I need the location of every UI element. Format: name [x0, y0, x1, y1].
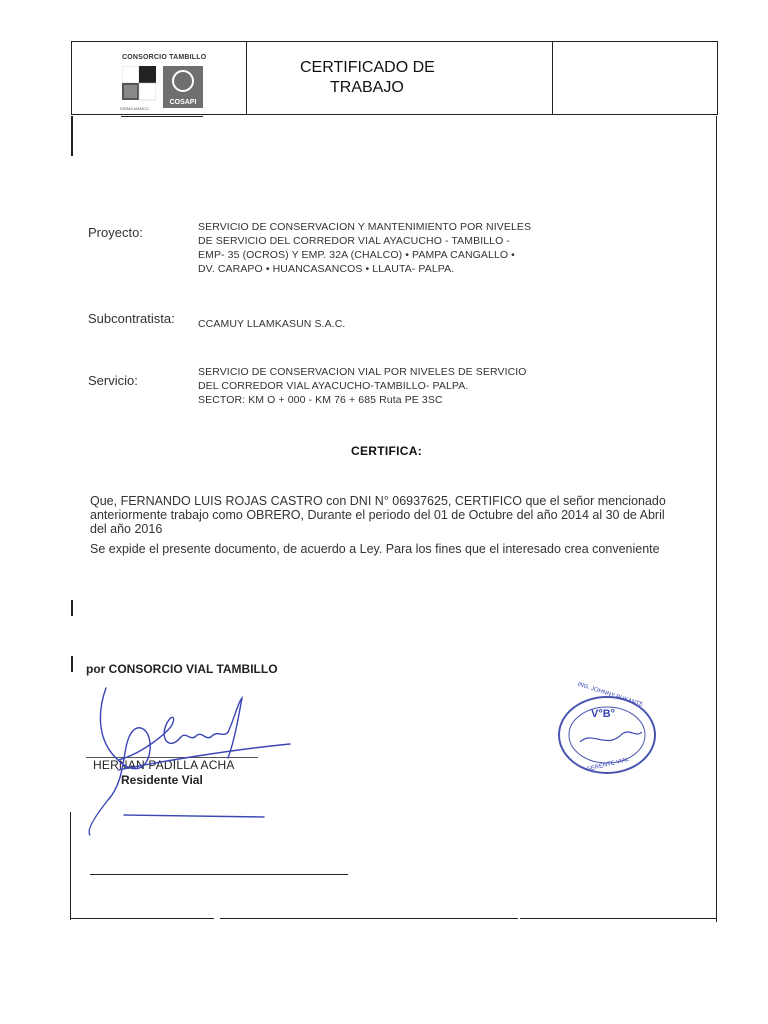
servicio-label: Servicio: — [88, 373, 138, 388]
consorcio-logo-icon — [122, 66, 156, 106]
body-line-2: anteriormente trabajo como OBRERO, Durante el periodo del 01 de Octubre del año 2014 al 30 de Abril — [90, 508, 665, 522]
servicio-line: SERVICIO DE CONSERVACION VIAL POR NIVELES DE SERVICIO — [198, 366, 527, 378]
header-divider — [552, 42, 553, 114]
cosapi-text: COSAPI — [169, 99, 197, 106]
stamp-top-text: ING. JOHNNY BUKANTE — [576, 681, 644, 709]
document-title — [300, 58, 435, 98]
certificate-body — [90, 494, 710, 556]
body-line-3: del año 2016 — [90, 522, 163, 536]
servicio-line: SECTOR: KM O + 000 - KM 76 + 685 Ruta PE 3SC — [198, 394, 443, 406]
proyecto-label: Proyecto: — [88, 225, 143, 240]
frame-bottom-3 — [520, 918, 717, 919]
servicio-line: DEL CORREDOR VIAL AYACUCHO-TAMBILLO- PALPA. — [198, 380, 469, 392]
frame-bottom-1 — [70, 918, 214, 919]
signer-role: Residente Vial — [121, 773, 203, 787]
logo-sub-text: SIGMA MANCO — [120, 106, 149, 111]
stamp-bottom-text: GERENTE VIAL — [585, 756, 630, 774]
servicio-value — [198, 365, 527, 407]
body-line-4: Se expide el presente documento, de acuerdo a Ley. Para los fines que el interesado crea conveniente — [90, 542, 660, 556]
proyecto-line: EMP- 35 (OCROS) Y EMP. 32A (CHALCO) • PAMPA CANGALLO • — [198, 249, 515, 261]
frame-left-bottom — [70, 812, 71, 920]
certifica-heading: CERTIFICA: — [351, 444, 422, 458]
cosapi-logo — [163, 66, 203, 108]
frame-left-mark-2 — [71, 656, 73, 672]
frame-bottom-2 — [220, 918, 518, 919]
signature-blank-line — [90, 874, 348, 875]
signature-company: por CONSORCIO VIAL TAMBILLO — [86, 662, 278, 676]
handwritten-signature-icon — [78, 680, 298, 840]
proyecto-line: DV. CARAPO • HUANCASANCOS • LLAUTA- PALPA. — [198, 263, 455, 275]
logo-cell — [72, 42, 247, 114]
frame-top-short — [121, 116, 203, 117]
signer-name: HERNAN PADILLA ACHA — [93, 758, 235, 772]
proyecto-line: SERVICIO DE CONSERVACION Y MANTENIMIENTO POR NIVELES — [198, 221, 532, 233]
title-line-1: CERTIFICADO DE — [300, 59, 435, 76]
subcontratista-value: CCAMUY LLAMKASUN S.A.C. — [198, 318, 346, 330]
body-line-1: Que, FERNANDO LUIS ROJAS CASTRO con DNI N° 06937625, CERTIFICO que el señor mencionado — [90, 494, 666, 508]
frame-left-top — [71, 116, 73, 156]
proyecto-line: DE SERVICIO DEL CORREDOR VIAL AYACUCHO - TAMBILLO - — [198, 235, 510, 247]
frame-right — [716, 116, 717, 922]
logo-brand-text: CONSORCIO TAMBILLO — [122, 54, 207, 61]
cosapi-circle-icon — [163, 66, 203, 96]
frame-left-mark-1 — [71, 600, 73, 616]
stamp-center-text: V°B° — [591, 708, 616, 720]
proyecto-value — [198, 220, 531, 276]
title-line-2: TRABAJO — [330, 79, 404, 96]
subcontratista-label: Subcontratista: — [88, 311, 175, 326]
